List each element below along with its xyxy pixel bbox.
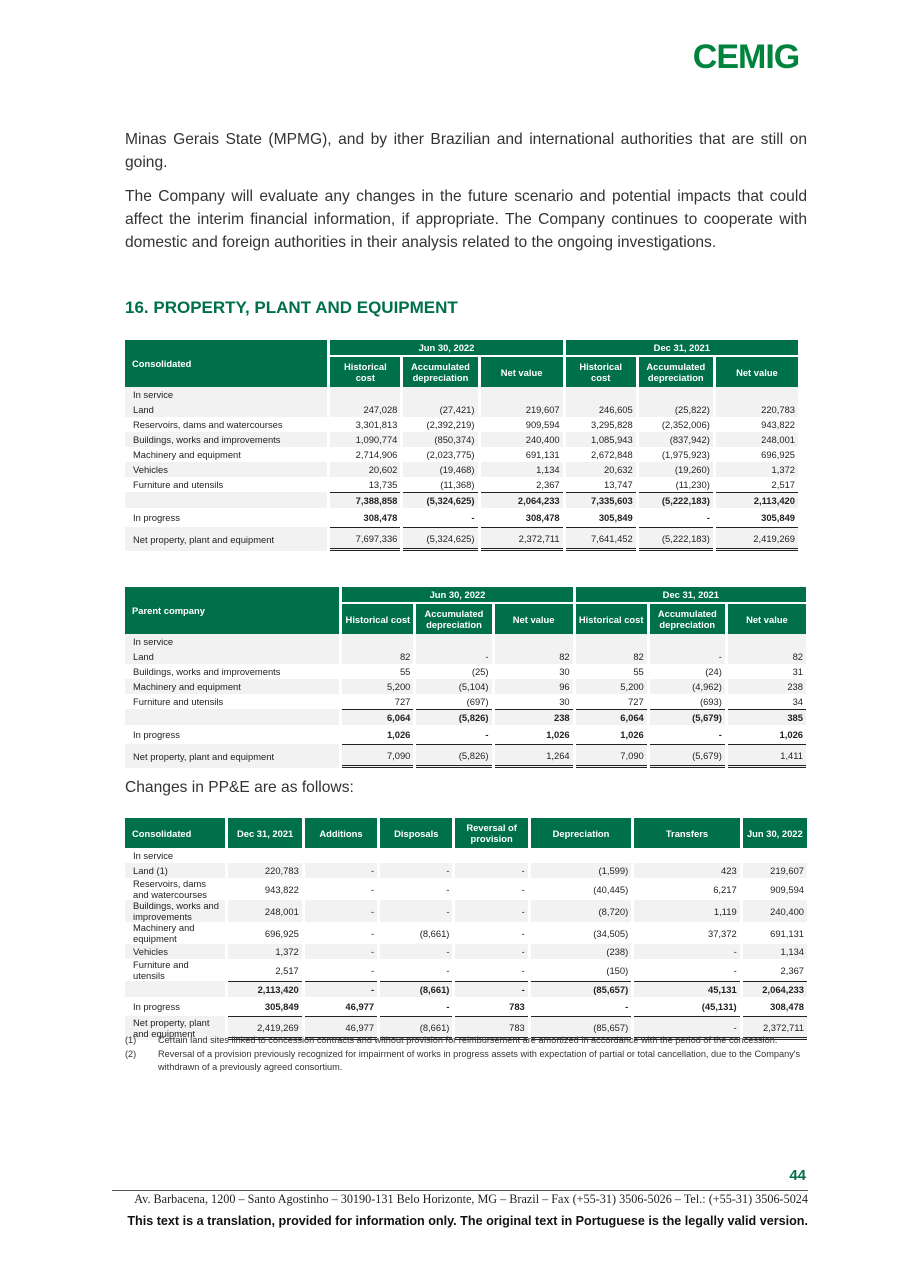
cell-value: (2,392,219) (426, 419, 475, 430)
row-label: Machinery and equipment (125, 679, 339, 694)
cell-value (728, 634, 806, 649)
footnotes (125, 1034, 805, 1075)
period-header: Jun 30, 2022 (342, 587, 572, 604)
cell-value: 30 (559, 666, 570, 677)
cell-value: - (625, 1001, 629, 1012)
row-label: Buildings, works and improvements (125, 900, 225, 922)
cell-value: 220,783 (716, 402, 798, 417)
table-title: Consolidated (125, 340, 327, 387)
row-label: Net property, plant and equipment (125, 744, 339, 768)
table-row (125, 432, 798, 447)
cell-value: - (521, 883, 525, 895)
cell-value: 909,594 (770, 883, 804, 895)
cell-value (380, 848, 452, 863)
cell-value: 1,134 (743, 944, 807, 959)
row-label: In service (125, 634, 339, 649)
table-row (125, 664, 806, 679)
cell-value: 2,517 (275, 964, 299, 976)
cell-value: 46,977 (345, 1001, 375, 1012)
page-number: 44 (789, 1167, 806, 1184)
cell-value: (34,505) (593, 927, 629, 939)
cell-value: 783 (509, 1001, 525, 1012)
cell-value: - (370, 964, 375, 976)
cell-value: 2,419,269 (228, 1016, 301, 1040)
cell-value: - (370, 883, 375, 895)
cell-value: 308,478 (363, 512, 398, 523)
cell-value: 727 (628, 696, 644, 707)
cell-value: (85,657) (531, 1016, 631, 1040)
column-header: Net value (728, 604, 806, 634)
table-row (125, 900, 807, 922)
row-label: Furniture and utensils (133, 959, 189, 981)
total-row (125, 744, 806, 768)
cell-value: 1,026 (546, 729, 570, 740)
cell-value: 2,064,233 (743, 981, 807, 997)
table-row (125, 462, 798, 477)
cell-value: 1,026 (386, 729, 411, 740)
cell-value: 1,026 (620, 729, 644, 740)
ppe-changes-table (122, 818, 810, 1040)
header-row (125, 587, 806, 604)
cell-value (495, 634, 573, 649)
cell-value: - (455, 944, 527, 959)
cell-value: (1,599) (531, 863, 631, 878)
row-label: In service (133, 850, 174, 861)
cell-value: - (305, 900, 377, 922)
consolidated-ppe-table (122, 340, 801, 551)
footer-disclaimer: This text is a translation, provided for information only. The original text in Portuguese is the legally valid version. (127, 1214, 808, 1228)
cell-value: (5,324,625) (403, 527, 477, 551)
row-label: Vehicles (125, 944, 225, 959)
header-row (125, 818, 807, 848)
cell-value: (697) (466, 696, 489, 707)
cell-value: - (416, 649, 491, 664)
cell-value: 1,372 (716, 462, 798, 477)
cell-value: 2,372,711 (743, 1016, 807, 1040)
cell-value: 1,372 (228, 944, 301, 959)
column-header: Jun 30, 2022 (743, 818, 807, 848)
cell-value: (150) (606, 964, 629, 976)
row-label: Land (1) (125, 863, 225, 878)
cell-value: 1,411 (728, 744, 806, 768)
cell-value: 37,372 (708, 927, 737, 939)
cell-value: 55 (399, 666, 411, 677)
column-header: Accumulated depreciation (416, 604, 491, 634)
cell-value: 2,064,233 (481, 492, 563, 508)
table-row (125, 848, 807, 863)
column-header: Accumulated depreciation (403, 357, 477, 387)
cell-value: 308,478 (770, 1001, 804, 1012)
cell-value: (85,657) (531, 981, 631, 997)
cell-value: 6,064 (342, 709, 413, 725)
row-label: Machinery and equipment (133, 922, 195, 944)
cell-value: - (455, 981, 527, 997)
cell-value (330, 387, 400, 402)
column-header: Net value (481, 357, 563, 387)
cell-value: 2,672,848 (591, 449, 633, 460)
table-row (125, 417, 798, 432)
cell-value: (850,374) (403, 432, 477, 447)
cell-value: 55 (633, 666, 644, 677)
cell-value: - (380, 944, 452, 959)
cell-value: 82 (728, 649, 806, 664)
row-label: Vehicles (125, 462, 327, 477)
table-row (125, 649, 806, 664)
table-row (125, 508, 798, 527)
row-label: Buildings, works and improvements (133, 666, 281, 677)
table-row (125, 634, 806, 649)
svg-text:CEMIG: CEMIG (692, 38, 800, 74)
row-label: In progress (133, 729, 180, 740)
row-label: Net property, plant and equipment (125, 1016, 225, 1040)
cell-value: 240,400 (743, 900, 807, 922)
cell-value (566, 387, 636, 402)
cell-value: 3,295,828 (591, 419, 633, 430)
cell-value: 2,113,420 (716, 492, 798, 508)
table-row (125, 878, 807, 900)
cell-value: 13,735 (368, 479, 398, 490)
column-header: Reversal of provision (455, 818, 527, 848)
table-row (125, 959, 807, 981)
cell-value (481, 387, 563, 402)
cell-value: 82 (576, 649, 647, 664)
cell-value: 13,747 (604, 479, 633, 490)
cell-value: 423 (634, 863, 739, 878)
cell-value: 943,822 (761, 419, 795, 430)
cell-value: 727 (394, 696, 411, 707)
table-title: Parent company (125, 587, 339, 634)
cell-value: - (305, 863, 377, 878)
cell-value: 6,064 (576, 709, 647, 725)
paragraph: Minas Gerais State (MPMG), and by ither Brazilian and international authorities that are still on going. (125, 131, 807, 171)
cell-value: - (485, 729, 489, 740)
cell-value: 45,131 (634, 981, 739, 997)
column-header: Accumulated depreciation (639, 357, 713, 387)
column-header: Historical cost (342, 604, 413, 634)
cell-value: 7,090 (342, 744, 413, 768)
cell-value: - (521, 964, 525, 976)
table-row (125, 402, 798, 417)
cell-value: (5,104) (416, 679, 491, 694)
cell-value: 248,001 (228, 900, 301, 922)
cell-value: (25,822) (639, 402, 713, 417)
cell-value: (5,826) (416, 709, 491, 725)
cell-value: 696,925 (264, 927, 299, 939)
column-header: Net value (495, 604, 573, 634)
cell-value: - (380, 900, 452, 922)
subtotal-row (125, 492, 798, 508)
cell-value: 20,602 (330, 462, 400, 477)
cell-value: (238) (531, 944, 631, 959)
column-header: Accumulated depreciation (650, 604, 725, 634)
row-label: Reservoirs, dams and watercourses (133, 419, 283, 430)
column-header: Historical cost (330, 357, 400, 387)
cell-value: 238 (728, 679, 806, 694)
cell-value: 247,028 (330, 402, 400, 417)
period-header: Dec 31, 2021 (576, 587, 806, 604)
cell-value: 2,517 (771, 479, 795, 490)
cell-value: (25) (471, 666, 489, 677)
cell-value: (11,368) (440, 479, 475, 490)
cell-value: (693) (699, 696, 722, 707)
period-header: Jun 30, 2022 (330, 340, 562, 357)
column-header: Depreciation (531, 818, 631, 848)
table-row (125, 997, 807, 1016)
total-row (125, 527, 798, 551)
table-row (125, 922, 807, 944)
cell-value: 7,335,603 (566, 492, 636, 508)
cell-value (743, 848, 807, 863)
cell-value: (11,230) (675, 479, 710, 490)
cell-value (531, 848, 631, 863)
column-header: Transfers (634, 818, 739, 848)
cell-value: 691,131 (770, 927, 804, 939)
cell-value: - (634, 1016, 739, 1040)
paragraph: The Company will evaluate any changes in the future scenario and potential impacts that could affect the interim financial information, if appropriate. The Company continues to cooperate with domestic and foreign authorities in their analysis related to the ongoing investigations. (125, 188, 807, 251)
table-row (125, 447, 798, 462)
cell-value: 30 (559, 696, 570, 707)
cell-value: 305,849 (598, 512, 633, 523)
cell-value: (2,352,006) (661, 419, 710, 430)
period-header: Dec 31, 2021 (566, 340, 798, 357)
row-label: Machinery and equipment (133, 449, 241, 460)
column-header: Historical cost (566, 357, 636, 387)
cell-value: - (455, 900, 527, 922)
cell-value: - (733, 964, 737, 976)
cell-value: (5,679) (650, 744, 725, 768)
cell-value: - (370, 927, 375, 939)
cell-value: 3,301,813 (355, 419, 398, 430)
cell-value: 219,607 (743, 863, 807, 878)
cell-value: - (446, 1001, 450, 1012)
cell-value: 31 (792, 666, 803, 677)
cell-value: 240,400 (481, 432, 563, 447)
cell-value: 248,001 (716, 432, 798, 447)
cell-value: (8,661) (380, 981, 452, 997)
cell-value: (19,260) (639, 462, 713, 477)
cell-value (576, 634, 647, 649)
table-row (125, 679, 806, 694)
cell-value: (19,468) (403, 462, 477, 477)
row-label: Land (125, 649, 339, 664)
cell-value: 5,200 (576, 679, 647, 694)
cell-value: (45,131) (701, 1001, 737, 1012)
footnote-text: Reversal of a provision previously recognized for impairment of works in progress assets with expectation of partial or total cancellation, due to the Company's withdrawn of a previously agreed consortium. (158, 1049, 801, 1072)
cemig-logo (686, 38, 806, 74)
column-header: Disposals (380, 818, 452, 848)
cell-value: (24) (705, 666, 722, 677)
cell-value: 2,419,269 (716, 527, 798, 551)
row-label (125, 981, 225, 997)
cell-value: - (650, 649, 725, 664)
cell-value: 1,085,943 (566, 432, 636, 447)
row-label: Land (125, 402, 327, 417)
subtotal-row (125, 709, 806, 725)
cell-value: 7,090 (576, 744, 647, 768)
cell-value: - (634, 944, 739, 959)
cell-value: 1,134 (481, 462, 563, 477)
row-label (125, 492, 327, 508)
cell-value: 305,849 (264, 1001, 299, 1012)
row-label: In progress (133, 512, 180, 523)
cell-value: (27,421) (403, 402, 477, 417)
cell-value: 691,131 (525, 449, 560, 460)
row-label: Furniture and utensils (133, 696, 224, 707)
column-header: Net value (716, 357, 798, 387)
footnote (125, 1034, 805, 1047)
cell-value: 82 (342, 649, 413, 664)
column-header: Historical cost (576, 604, 647, 634)
cell-value: - (446, 883, 450, 895)
cell-value: (5,826) (416, 744, 491, 768)
cell-value: 2,367 (536, 479, 560, 490)
row-label (125, 709, 339, 725)
cell-value: 909,594 (525, 419, 560, 430)
cell-value: - (471, 512, 475, 523)
row-label: In service (125, 387, 327, 402)
cell-value (403, 387, 477, 402)
cell-value: 1,264 (495, 744, 573, 768)
cell-value: (8,661) (419, 927, 450, 939)
cell-value: (40,445) (593, 883, 629, 895)
cell-value: 96 (495, 679, 573, 694)
row-label: Furniture and utensils (133, 479, 224, 490)
cell-value: 1,090,774 (330, 432, 400, 447)
cell-value: 34 (792, 696, 803, 707)
cell-value (634, 848, 739, 863)
cell-value: (5,679) (650, 709, 725, 725)
cell-value (228, 848, 301, 863)
cell-value (650, 634, 725, 649)
column-header: Dec 31, 2021 (228, 818, 301, 848)
parent-company-ppe-table (122, 587, 809, 768)
header-row (125, 340, 798, 357)
cell-value (342, 634, 413, 649)
cell-value: 696,925 (761, 449, 795, 460)
cell-value: 943,822 (264, 883, 299, 895)
cell-value: (8,720) (531, 900, 631, 922)
cell-value: - (455, 863, 527, 878)
footer-address: Av. Barbacena, 1200 – Santo Agostinho – 30190-131 Belo Horizonte, MG – Brazil – Fax (+55-31) 3506-5026 – Tel.: (+55-31) 3506-5024 (134, 1192, 808, 1206)
cell-value: 246,605 (566, 402, 636, 417)
cell-value: - (305, 944, 377, 959)
changes-intro: Changes in PP&E are as follows: (125, 779, 354, 796)
table-row (125, 694, 806, 709)
cell-value: (5,222,183) (639, 527, 713, 551)
cell-value (639, 387, 713, 402)
cell-value: 2,367 (780, 964, 804, 976)
cell-value: 238 (495, 709, 573, 725)
row-label: Buildings, works and improvements (125, 432, 327, 447)
footnote-text: Certain land sites linked to concession contracts and without provision for reimbursement are amortized in accordance with the period of the concession. (158, 1035, 778, 1045)
footer-divider (112, 1190, 808, 1191)
section-heading: 16. PROPERTY, PLANT AND EQUIPMENT (125, 298, 458, 317)
row-label: In progress (133, 1001, 180, 1012)
cell-value: 2,372,711 (481, 527, 563, 551)
subtotal-row (125, 981, 807, 997)
cell-value: (5,222,183) (639, 492, 713, 508)
cell-value: 385 (728, 709, 806, 725)
cell-value: 305,849 (761, 512, 795, 523)
table-row (125, 387, 798, 402)
cell-value: 219,607 (481, 402, 563, 417)
column-header: Additions (305, 818, 377, 848)
cell-value: 20,632 (566, 462, 636, 477)
table-row (125, 863, 807, 878)
cell-value (716, 387, 798, 402)
cell-value (455, 848, 527, 863)
cell-value (416, 634, 491, 649)
cell-value: 7,697,336 (330, 527, 400, 551)
cell-value: (5,324,625) (403, 492, 477, 508)
cell-value: 308,478 (525, 512, 560, 523)
table-row (125, 477, 798, 492)
cell-value: 7,641,452 (566, 527, 636, 551)
footnote-number: (2) (125, 1049, 137, 1059)
cell-value: - (380, 863, 452, 878)
cell-value: 783 (455, 1016, 527, 1040)
cell-value: 1,119 (634, 900, 739, 922)
cell-value: 46,977 (305, 1016, 377, 1040)
cell-value: (1,975,923) (661, 449, 710, 460)
cell-value: 7,388,858 (330, 492, 400, 508)
cell-value: - (521, 927, 525, 939)
footnote-number: (1) (125, 1035, 137, 1045)
cell-value: - (718, 729, 722, 740)
cell-value: 1,026 (779, 729, 803, 740)
row-label: Net property, plant and equipment (125, 527, 327, 551)
cell-value: - (706, 512, 710, 523)
cell-value: 82 (495, 649, 573, 664)
cell-value: (837,942) (639, 432, 713, 447)
cell-value: (4,962) (650, 679, 725, 694)
cell-value: 6,217 (713, 883, 737, 895)
table-title: Consolidated (125, 818, 225, 848)
table-row (125, 944, 807, 959)
cell-value: 220,783 (228, 863, 301, 878)
footnote (125, 1048, 805, 1074)
cell-value: (2,023,775) (426, 449, 475, 460)
cell-value: - (305, 981, 377, 997)
row-label: Reservoirs, dams and watercourses (133, 878, 207, 900)
cell-value: 2,714,906 (355, 449, 398, 460)
table-row (125, 725, 806, 744)
cell-value: 5,200 (342, 679, 413, 694)
cell-value (305, 848, 377, 863)
cell-value: - (446, 964, 450, 976)
cell-value: (8,661) (380, 1016, 452, 1040)
cell-value: 2,113,420 (228, 981, 301, 997)
